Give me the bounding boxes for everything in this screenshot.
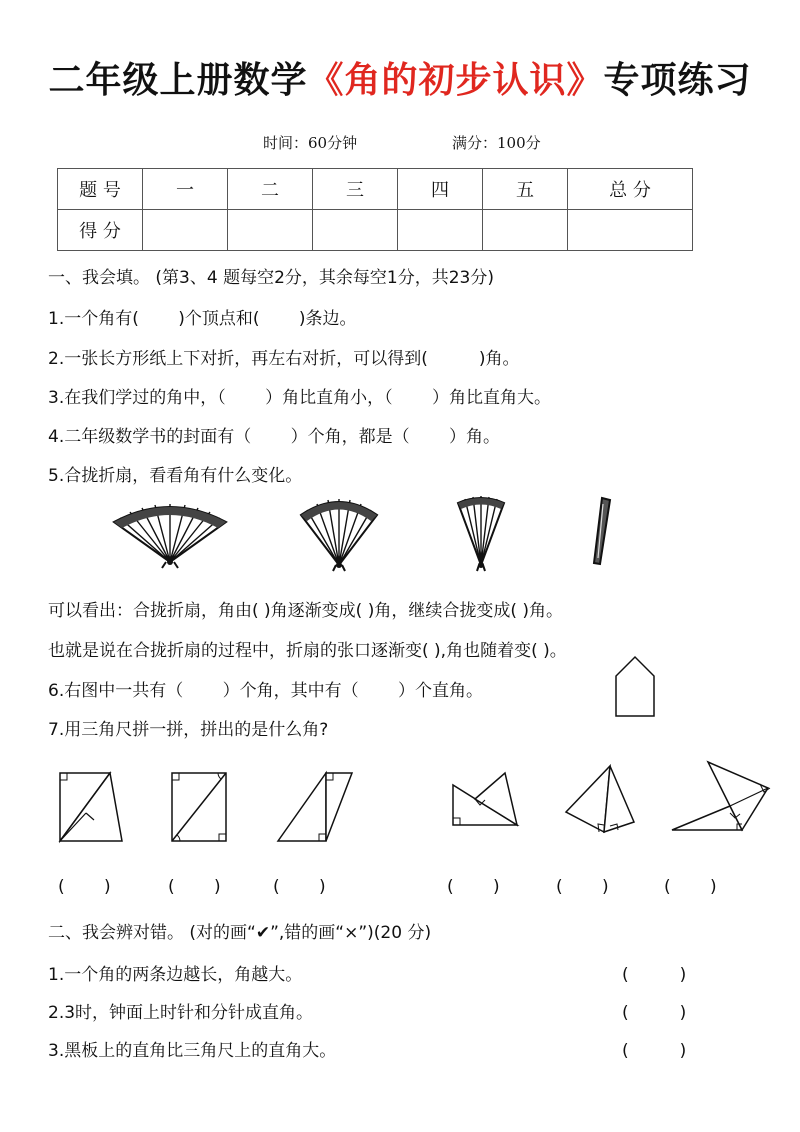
score-cell[interactable] xyxy=(398,210,483,251)
score-cell[interactable] xyxy=(228,210,313,251)
question-3: 3.在我们学过的角中，（ ）角比直角小，（ ）角比直角大。 xyxy=(48,388,552,408)
header-cell: 总 分 xyxy=(568,169,693,210)
section2-heading: 二、我会辨对错。 (对的画“✔”,错的画“×”)(20 分) xyxy=(48,923,432,943)
fan-medium-icon xyxy=(297,495,382,573)
score-table-score-row xyxy=(58,210,693,251)
page-title xyxy=(0,52,800,103)
judge-answer-2[interactable]: ( ) xyxy=(622,1003,687,1023)
header-cell: 二 xyxy=(228,169,313,210)
header-cell: 一 xyxy=(143,169,228,210)
question-5: 5.合拢折扇，看看角有什么变化。 xyxy=(48,466,303,486)
q7-answer-paren-3[interactable]: ( ) xyxy=(273,877,326,897)
question-2: 2.一张长方形纸上下对折，再左右对折，可以得到( )角。 xyxy=(48,349,520,369)
question-6: 6.右图中一共有（ ）个角，其中有（ ）个直角。 xyxy=(48,681,484,701)
section1-heading: 一、我会填。 (第3、4 题每空2分，其余每空1分，共23分) xyxy=(48,268,494,288)
triangle-combo-5-icon xyxy=(560,760,640,842)
judge-answer-1[interactable]: ( ) xyxy=(622,965,687,985)
score-cell[interactable] xyxy=(313,210,398,251)
judge-item-2: 2.3时，钟面上时针和分针成直角。 xyxy=(48,1003,314,1023)
judge-item-3: 3.黑板上的直角比三角尺上的直角大。 xyxy=(48,1041,337,1061)
fan-wide-icon xyxy=(110,500,230,570)
q7-answer-paren-1[interactable]: ( ) xyxy=(58,877,111,897)
score-cell[interactable] xyxy=(568,210,693,251)
header-cell: 四 xyxy=(398,169,483,210)
triangle-combo-6-icon xyxy=(668,758,778,840)
score-row-label: 得 分 xyxy=(58,210,143,251)
title-prefix: 二年级上册数学 xyxy=(48,60,308,101)
q7-answer-paren-5[interactable]: ( ) xyxy=(556,877,609,897)
q7-answer-paren-2[interactable]: ( ) xyxy=(168,877,221,897)
score-cell[interactable] xyxy=(483,210,568,251)
triangle-combo-1-icon xyxy=(50,765,130,847)
title-suffix: 专项练习 xyxy=(603,60,752,101)
question-1: 1.一个角有( )个顶点和( )条边。 xyxy=(48,309,357,329)
triangle-combo-2-icon xyxy=(160,765,240,847)
title-highlight: 《角的初步认识》 xyxy=(307,60,604,101)
question-4: 4.二年级数学书的封面有（ ）个角，都是（ ）角。 xyxy=(48,427,501,447)
question-5-conclusion-1: 可以看出：合拢折扇，角由( )角逐渐变成( )角，继续合拢变成( )角。 xyxy=(48,601,564,621)
full-score: 满分：100分 xyxy=(452,134,541,152)
exam-time: 时间：60分钟 xyxy=(263,134,358,152)
q7-answer-paren-4[interactable]: ( ) xyxy=(447,877,500,897)
fan-narrow-icon xyxy=(455,493,507,573)
header-cell: 五 xyxy=(483,169,568,210)
score-cell[interactable] xyxy=(143,210,228,251)
triangle-combo-4-icon xyxy=(445,765,525,847)
header-cell: 三 xyxy=(313,169,398,210)
judge-answer-3[interactable]: ( ) xyxy=(622,1041,687,1061)
fan-closed-icon xyxy=(590,496,614,568)
header-cell: 题 号 xyxy=(58,169,143,210)
judge-item-1: 1.一个角的两条边越长，角越大。 xyxy=(48,965,303,985)
question-7: 7.用三角尺拼一拼，拼出的是什么角? xyxy=(48,720,329,740)
score-table xyxy=(57,168,693,251)
pentagon-figure-icon xyxy=(610,654,660,718)
q7-answer-paren-6[interactable]: ( ) xyxy=(664,877,717,897)
score-table-header-row xyxy=(58,169,693,210)
triangle-combo-3-icon xyxy=(270,765,360,847)
question-5-conclusion-2: 也就是说在合拢折扇的过程中，折扇的张口逐渐变( ),角也随着变( )。 xyxy=(48,641,567,661)
